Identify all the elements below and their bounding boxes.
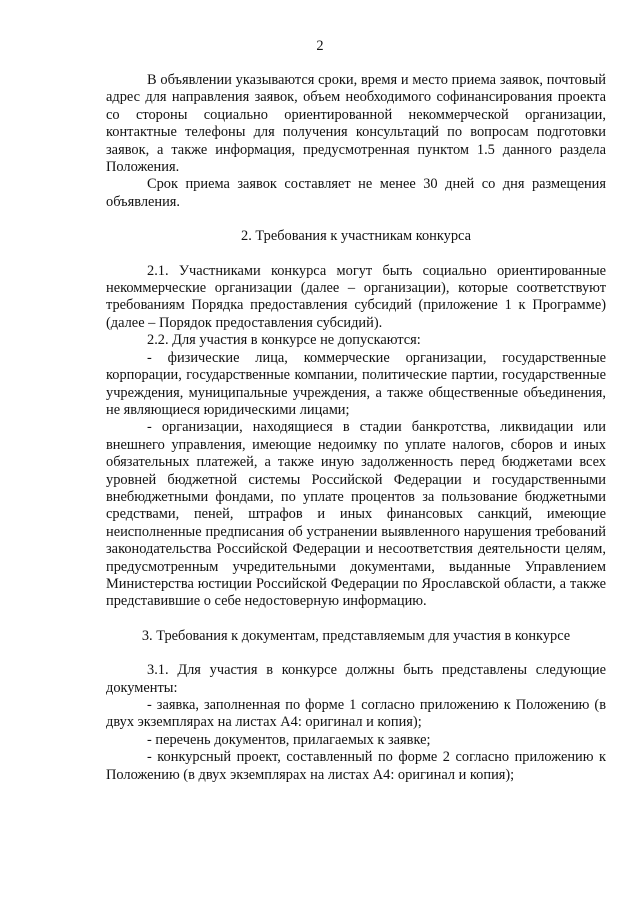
paragraph: Срок приема заявок составляет не менее 30 дней со дня размещения объявления.	[106, 176, 606, 210]
paragraph: 2.1. Участниками конкурса могут быть социально ориентированные некоммерческие организации (далее – организации), которые соответствуют требованиям Порядка предоставления субсидий (приложение 1 к Программе) (далее – Порядок предоставления субсидий).	[106, 262, 606, 331]
paragraph: 2.2. Для участия в конкурсе не допускаются:	[147, 332, 421, 349]
paragraph: В объявлении указываются сроки, время и место приема заявок, почтовый адрес для направления заявок, объем необходимого софинансирования проекта со стороны социально ориентированной некоммерческой организации, контактные телефоны для получения консультаций по вопросам подготовки заявок, а также информация, предусмотренная пунктом 1.5 данного раздела Положения.	[106, 72, 606, 176]
page-number: 2	[316, 38, 324, 54]
section-heading: 3. Требования к документам, представляемым для участия в конкурсе	[141, 627, 571, 644]
list-item: - перечень документов, прилагаемых к заявке;	[147, 731, 431, 748]
list-item: - физические лица, коммерческие организации, государственные корпорации, государственные компании, политические партии, государственные учреждения, муниципальные учреждения, а также общественные объединения, не являющиеся юридическими лицами;	[106, 349, 606, 418]
paragraph: 3.1. Для участия в конкурсе должны быть представлены следующие документы:	[106, 662, 606, 696]
section-heading: 2. Требования к участникам конкурса	[241, 228, 471, 245]
document-body	[106, 72, 606, 784]
list-item: - заявка, заполненная по форме 1 согласно приложению к Положению (в двух экземплярах на листах А4: оригинал и копия);	[106, 697, 606, 731]
list-item: - организации, находящиеся в стадии банкротства, ликвидации или внешнего управления, имеющие недоимку по уплате налогов, сборов и иных обязательных платежей, а также иную задолженность перед бюджетами всех уровней бюджетной системы Российской Федерации и государственными внебюджетными фондами, по уплате процентов за пользование бюджетными средствами, пеней, штрафов и иных финансовых санкций, имеющие неисполненные предписания об устранении выявленного нарушения требований законодательства Российской Федерации и несоответствия деятельности целям, предусмотренным учредительными документами, выданные Управлением Министерства юстиции Российской Федерации по Ярославской области, а также представившие о себе недостоверную информацию.	[106, 419, 606, 610]
list-item: - конкурсный проект, составленный по форме 2 согласно приложению к Положению (в двух экземплярах на листах А4: оригинал и копия);	[106, 749, 606, 783]
